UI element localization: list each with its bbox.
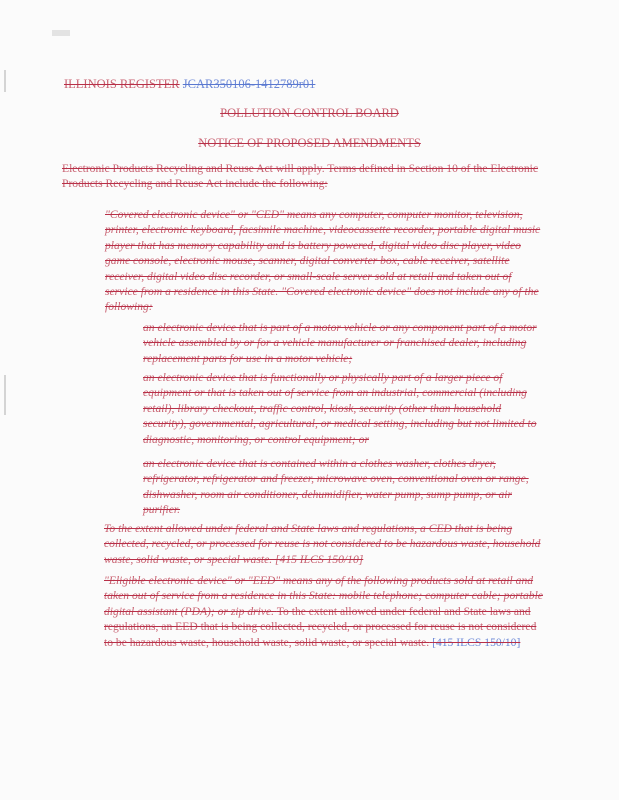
- notice-title: NOTICE OF PROPOSED AMENDMENTS: [198, 136, 421, 150]
- register-header: [64, 77, 315, 92]
- register-name: ILLINOIS REGISTER: [64, 77, 180, 91]
- ced-note: To the extent allowed under federal and State laws and regulations, a CED that is being collected, recycled, or processed for reuse is not considered to be hazardous waste, household waste, solid waste, or special waste. [415 ILCS 150/10]: [104, 522, 541, 566]
- eed-definition-tail: To the extent allowed under federal and State laws and regulations, an EED that is being collected, recycled, or processed for reuse is not considered to be hazardous waste, household waste, solid waste, or special waste.: [104, 604, 537, 649]
- exclusion-item: an electronic device that is functionally or physically part of a larger piece of equipment or that is taken out of service from an industrial, commercial (including retail), library checkout, traffic control, kiosk, security (other than household security), governmental, agricultural, or medical setting, including but not limited to diagnostic, monitoring, or control equipment; or: [143, 371, 537, 446]
- eed-definition: [104, 573, 546, 650]
- scan-mark: [52, 30, 70, 36]
- exclusion-item: an electronic device that is part of a motor vehicle or any component part of a motor vehicle assembled by or for a vehicle manufacturer or franchised dealer, including replacement parts for use in a motor vehicle;: [143, 321, 537, 365]
- exclusion-item: an electronic device that is contained within a clothes washer, clothes dryer, refrigerator, refrigerator and freezer, microwave oven, conventional oven or range, dishwasher, room air conditioner, dehumidifier, water pump, sump pump, or air purifier.: [143, 457, 529, 517]
- document-id: JCAR350106-1412789r01: [182, 77, 316, 91]
- scan-mark: [4, 375, 6, 415]
- eed-definition-main: "Eligible electronic device" or "EED" means any of the following products sold at retail and taken out of service from a residence in this State: mobile telephone; computer cable; portable digital assistant (PDA); or zip drive.: [104, 574, 543, 618]
- scan-mark: [4, 70, 6, 92]
- eed-citation: [415 ILCS 150/10]: [432, 635, 521, 649]
- intro-paragraph: Electronic Products Recycling and Reuse Act will apply. Terms defined in Section 10 of the Electronic Products Recycling and Reuse Act include the following:: [62, 162, 539, 191]
- agency-title: POLLUTION CONTROL BOARD: [220, 106, 399, 120]
- ced-definition: "Covered electronic device" or "CED" means any computer, computer monitor, television, printer, electronic keyboard, facsimile machine, videocassette recorder, portable digital music player that has memory capability and is battery powered, digital video disc player, video game console, electronic mouse, scanner, digital converter box, cable receiver, satellite receiver, digital video disc recorder, or small-scale server sold at retail and taken out of service from a residence in this State. "Covered electronic device" does not include any of the following:: [105, 208, 541, 314]
